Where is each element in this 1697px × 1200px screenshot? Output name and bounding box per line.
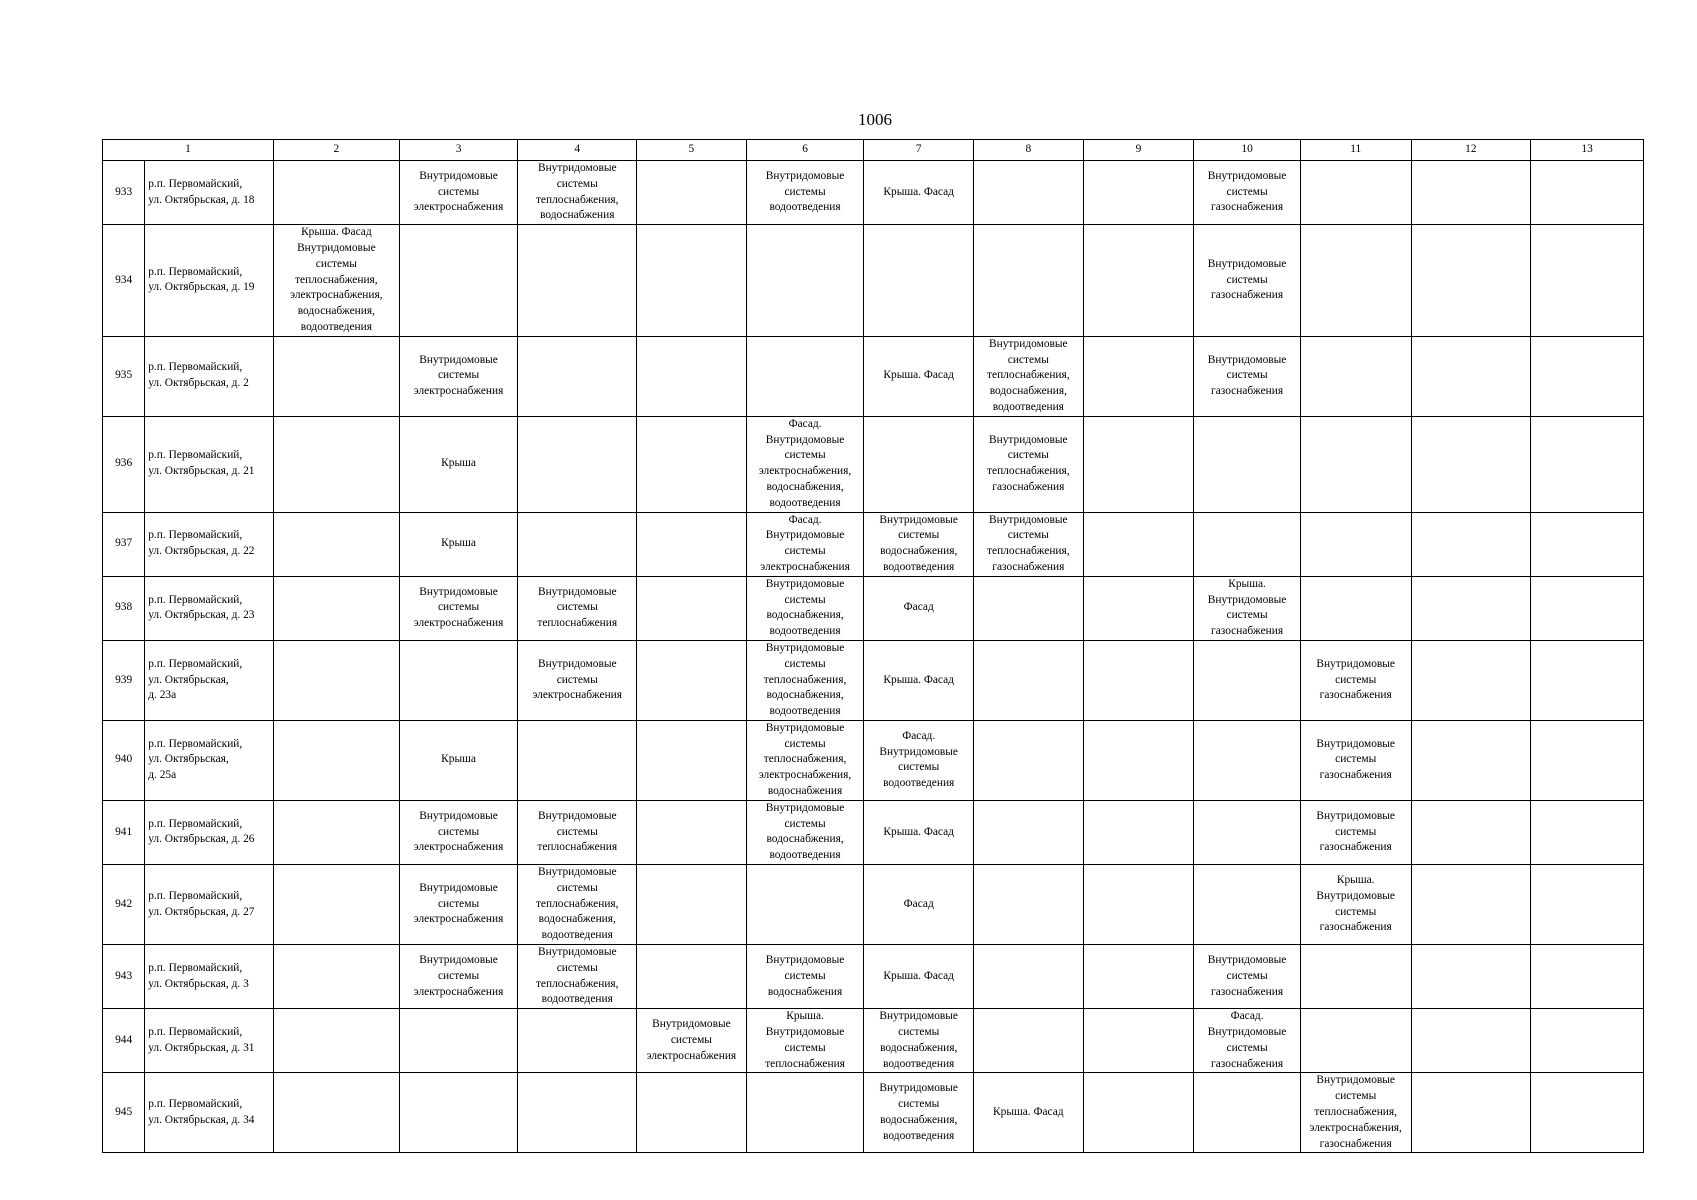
work-cell-col-9 — [1083, 1009, 1194, 1073]
work-cell-col-10 — [1194, 512, 1301, 576]
work-cell-col-7: Внутридомовые системы водоснабжения, водоотведения — [864, 1073, 974, 1153]
work-cell-col-9 — [1083, 1073, 1194, 1153]
work-cell-col-7 — [864, 416, 974, 512]
work-cell-col-3: Крыша — [399, 512, 518, 576]
work-cell-col-9 — [1083, 865, 1194, 945]
work-cell-col-4 — [518, 1073, 637, 1153]
row-number: 935 — [103, 336, 145, 416]
work-cell-col-4: Внутридомовые системы теплоснабжения, водоснабжения — [518, 161, 637, 225]
work-cell-col-2 — [274, 512, 400, 576]
work-cell-col-10 — [1194, 720, 1301, 800]
work-cell-col-5 — [637, 800, 747, 864]
work-cell-col-4: Внутридомовые системы электроснабжения — [518, 640, 637, 720]
address-cell: р.п. Первомайский, ул. Октябрьская, д. 19 — [145, 225, 274, 337]
work-cell-col-11: Внутридомовые системы газоснабжения — [1300, 720, 1411, 800]
work-cell-col-10 — [1194, 1073, 1301, 1153]
work-cell-col-2 — [274, 800, 400, 864]
row-number: 933 — [103, 161, 145, 225]
work-cell-col-5 — [637, 865, 747, 945]
work-cell-col-5 — [637, 720, 747, 800]
work-cell-col-5 — [637, 416, 747, 512]
work-cell-col-13 — [1531, 336, 1644, 416]
header-cell-2: 2 — [274, 140, 400, 161]
work-cell-col-6 — [746, 225, 864, 337]
work-cell-col-8 — [974, 945, 1084, 1009]
row-number: 944 — [103, 1009, 145, 1073]
work-cell-col-11 — [1300, 225, 1411, 337]
work-cell-col-3: Внутридомовые системы электроснабжения — [399, 336, 518, 416]
work-cell-col-12 — [1411, 1009, 1531, 1073]
address-cell: р.п. Первомайский, ул. Октябрьская, д. 2 — [145, 336, 274, 416]
work-cell-col-5: Внутридомовые системы электроснабжения — [637, 1009, 747, 1073]
work-cell-col-12 — [1411, 800, 1531, 864]
table-body — [103, 161, 1644, 1153]
work-cell-col-5 — [637, 161, 747, 225]
row-number: 943 — [103, 945, 145, 1009]
work-cell-col-2 — [274, 161, 400, 225]
work-cell-col-3: Крыша — [399, 720, 518, 800]
table-row — [103, 800, 1644, 864]
header-row — [103, 140, 1644, 161]
work-cell-col-12 — [1411, 161, 1531, 225]
header-cell-3: 3 — [399, 140, 518, 161]
table-row — [103, 576, 1644, 640]
header-cell-13: 13 — [1531, 140, 1644, 161]
address-cell: р.п. Первомайский, ул. Октябрьская, д. 3 — [145, 945, 274, 1009]
work-cell-col-7: Внутридомовые системы водоснабжения, водоотведения — [864, 1009, 974, 1073]
work-cell-col-3: Внутридомовые системы электроснабжения — [399, 945, 518, 1009]
address-cell: р.п. Первомайский, ул. Октябрьская, д. 31 — [145, 1009, 274, 1073]
work-cell-col-12 — [1411, 865, 1531, 945]
work-cell-col-4 — [518, 512, 637, 576]
work-cell-col-9 — [1083, 512, 1194, 576]
work-cell-col-9 — [1083, 640, 1194, 720]
work-cell-col-7: Фасад. Внутридомовые системы водоотведения — [864, 720, 974, 800]
work-cell-col-10: Внутридомовые системы газоснабжения — [1194, 336, 1301, 416]
header-cell-9: 9 — [1083, 140, 1194, 161]
work-cell-col-6: Внутридомовые системы теплоснабжения, электроснабжения, водоснабжения — [746, 720, 864, 800]
row-number: 936 — [103, 416, 145, 512]
work-cell-col-2 — [274, 336, 400, 416]
work-cell-col-9 — [1083, 336, 1194, 416]
work-cell-col-11: Внутридомовые системы газоснабжения — [1300, 800, 1411, 864]
work-cell-col-9 — [1083, 800, 1194, 864]
schedule-table — [102, 139, 1644, 1153]
work-cell-col-11: Внутридомовые системы теплоснабжения, электроснабжения, газоснабжения — [1300, 1073, 1411, 1153]
work-cell-col-3: Внутридомовые системы электроснабжения — [399, 161, 518, 225]
work-cell-col-4 — [518, 720, 637, 800]
work-cell-col-10: Внутридомовые системы газоснабжения — [1194, 945, 1301, 1009]
work-cell-col-8 — [974, 161, 1084, 225]
work-cell-col-4 — [518, 336, 637, 416]
work-cell-col-3 — [399, 225, 518, 337]
work-cell-col-2 — [274, 416, 400, 512]
work-cell-col-4: Внутридомовые системы теплоснабжения — [518, 576, 637, 640]
work-cell-col-6 — [746, 1073, 864, 1153]
table-row — [103, 1073, 1644, 1153]
header-cell-7: 7 — [864, 140, 974, 161]
work-cell-col-7 — [864, 225, 974, 337]
work-cell-col-5 — [637, 512, 747, 576]
table-row — [103, 945, 1644, 1009]
work-cell-col-12 — [1411, 225, 1531, 337]
work-cell-col-8: Внутридомовые системы теплоснабжения, водоснабжения, водоотведения — [974, 336, 1084, 416]
row-number: 945 — [103, 1073, 145, 1153]
work-cell-col-2: Крыша. Фасад Внутридомовые системы теплоснабжения, электроснабжения, водоснабжения, водоотведения — [274, 225, 400, 337]
address-cell: р.п. Первомайский, ул. Октябрьская, д. 23а — [145, 640, 274, 720]
work-cell-col-11 — [1300, 1009, 1411, 1073]
table-row — [103, 225, 1644, 337]
work-cell-col-3 — [399, 640, 518, 720]
work-cell-col-13 — [1531, 416, 1644, 512]
work-cell-col-12 — [1411, 640, 1531, 720]
row-number: 941 — [103, 800, 145, 864]
work-cell-col-10: Внутридомовые системы газоснабжения — [1194, 225, 1301, 337]
table-row — [103, 720, 1644, 800]
work-cell-col-3 — [399, 1009, 518, 1073]
work-cell-col-7: Внутридомовые системы водоснабжения, водоотведения — [864, 512, 974, 576]
work-cell-col-9 — [1083, 945, 1194, 1009]
work-cell-col-12 — [1411, 576, 1531, 640]
work-cell-col-6: Внутридомовые системы водоотведения — [746, 161, 864, 225]
work-cell-col-11 — [1300, 945, 1411, 1009]
work-cell-col-6: Внутридомовые системы водоснабжения — [746, 945, 864, 1009]
work-cell-col-8 — [974, 800, 1084, 864]
work-cell-col-13 — [1531, 640, 1644, 720]
row-number: 937 — [103, 512, 145, 576]
work-cell-col-13 — [1531, 512, 1644, 576]
address-cell: р.п. Первомайский, ул. Октябрьская, д. 27 — [145, 865, 274, 945]
header-cell-11: 11 — [1300, 140, 1411, 161]
table-row — [103, 640, 1644, 720]
work-cell-col-8: Внутридомовые системы теплоснабжения, газоснабжения — [974, 416, 1084, 512]
work-cell-col-5 — [637, 1073, 747, 1153]
work-cell-col-7: Фасад — [864, 576, 974, 640]
work-cell-col-5 — [637, 336, 747, 416]
work-cell-col-8 — [974, 576, 1084, 640]
work-cell-col-6: Внутридомовые системы водоснабжения, водоотведения — [746, 800, 864, 864]
header-cell-4: 4 — [518, 140, 637, 161]
work-cell-col-7: Крыша. Фасад — [864, 945, 974, 1009]
work-cell-col-4 — [518, 416, 637, 512]
work-cell-col-4 — [518, 1009, 637, 1073]
header-cell-6: 6 — [746, 140, 864, 161]
header-cell-10: 10 — [1194, 140, 1301, 161]
work-cell-col-12 — [1411, 416, 1531, 512]
work-cell-col-10 — [1194, 865, 1301, 945]
work-cell-col-11 — [1300, 416, 1411, 512]
work-cell-col-12 — [1411, 945, 1531, 1009]
address-cell: р.п. Первомайский, ул. Октябрьская, д. 18 — [145, 161, 274, 225]
address-cell: р.п. Первомайский, ул. Октябрьская, д. 34 — [145, 1073, 274, 1153]
table-row — [103, 336, 1644, 416]
work-cell-col-11: Внутридомовые системы газоснабжения — [1300, 640, 1411, 720]
header-cell-1: 1 — [103, 140, 274, 161]
row-number: 938 — [103, 576, 145, 640]
header-cell-5: 5 — [637, 140, 747, 161]
work-cell-col-7: Крыша. Фасад — [864, 336, 974, 416]
header-cell-12: 12 — [1411, 140, 1531, 161]
work-cell-col-11: Крыша. Внутридомовые системы газоснабжения — [1300, 865, 1411, 945]
work-cell-col-5 — [637, 945, 747, 1009]
work-cell-col-12 — [1411, 512, 1531, 576]
address-cell: р.п. Первомайский, ул. Октябрьская, д. 21 — [145, 416, 274, 512]
address-cell: р.п. Первомайский, ул. Октябрьская, д. 26 — [145, 800, 274, 864]
work-cell-col-5 — [637, 225, 747, 337]
table-row — [103, 1009, 1644, 1073]
work-cell-col-12 — [1411, 336, 1531, 416]
work-cell-col-13 — [1531, 161, 1644, 225]
work-cell-col-13 — [1531, 865, 1644, 945]
work-cell-col-11 — [1300, 576, 1411, 640]
work-cell-col-2 — [274, 945, 400, 1009]
work-cell-col-10: Внутридомовые системы газоснабжения — [1194, 161, 1301, 225]
work-cell-col-3 — [399, 1073, 518, 1153]
work-cell-col-13 — [1531, 1009, 1644, 1073]
work-cell-col-7: Фасад — [864, 865, 974, 945]
work-cell-col-13 — [1531, 1073, 1644, 1153]
work-cell-col-11 — [1300, 161, 1411, 225]
table-row — [103, 512, 1644, 576]
table-header — [103, 140, 1644, 161]
work-cell-col-2 — [274, 720, 400, 800]
work-cell-col-13 — [1531, 945, 1644, 1009]
work-cell-col-10 — [1194, 416, 1301, 512]
work-cell-col-6: Внутридомовые системы теплоснабжения, водоснабжения, водоотведения — [746, 640, 864, 720]
work-cell-col-9 — [1083, 720, 1194, 800]
work-cell-col-3: Крыша — [399, 416, 518, 512]
work-cell-col-8 — [974, 640, 1084, 720]
work-cell-col-11 — [1300, 512, 1411, 576]
work-cell-col-2 — [274, 1009, 400, 1073]
work-cell-col-9 — [1083, 161, 1194, 225]
work-cell-col-7: Крыша. Фасад — [864, 640, 974, 720]
work-cell-col-3: Внутридомовые системы электроснабжения — [399, 576, 518, 640]
work-cell-col-11 — [1300, 336, 1411, 416]
row-number: 934 — [103, 225, 145, 337]
work-cell-col-7: Крыша. Фасад — [864, 800, 974, 864]
work-cell-col-6: Фасад. Внутридомовые системы электроснабжения, водоснабжения, водоотведения — [746, 416, 864, 512]
row-number: 940 — [103, 720, 145, 800]
work-cell-col-8: Внутридомовые системы теплоснабжения, газоснабжения — [974, 512, 1084, 576]
work-cell-col-5 — [637, 640, 747, 720]
work-cell-col-6: Внутридомовые системы водоснабжения, водоотведения — [746, 576, 864, 640]
work-cell-col-13 — [1531, 720, 1644, 800]
work-cell-col-12 — [1411, 720, 1531, 800]
work-cell-col-2 — [274, 1073, 400, 1153]
work-cell-col-8 — [974, 1009, 1084, 1073]
work-cell-col-10 — [1194, 800, 1301, 864]
work-cell-col-4: Внутридомовые системы теплоснабжения, водоотведения — [518, 945, 637, 1009]
work-cell-col-13 — [1531, 800, 1644, 864]
work-cell-col-4 — [518, 225, 637, 337]
work-cell-col-6: Крыша. Внутридомовые системы теплоснабжения — [746, 1009, 864, 1073]
table-row — [103, 865, 1644, 945]
work-cell-col-8 — [974, 865, 1084, 945]
work-cell-col-3: Внутридомовые системы электроснабжения — [399, 865, 518, 945]
work-cell-col-2 — [274, 865, 400, 945]
work-cell-col-9 — [1083, 225, 1194, 337]
work-cell-col-2 — [274, 640, 400, 720]
work-cell-col-10: Фасад. Внутридомовые системы газоснабжения — [1194, 1009, 1301, 1073]
address-cell: р.п. Первомайский, ул. Октябрьская, д. 23 — [145, 576, 274, 640]
work-cell-col-7: Крыша. Фасад — [864, 161, 974, 225]
work-cell-col-6 — [746, 336, 864, 416]
page-number: 1006 — [858, 110, 892, 129]
work-cell-col-2 — [274, 576, 400, 640]
work-cell-col-9 — [1083, 416, 1194, 512]
table-row — [103, 416, 1644, 512]
work-cell-col-9 — [1083, 576, 1194, 640]
table-row — [103, 161, 1644, 225]
work-cell-col-4: Внутридомовые системы теплоснабжения, водоснабжения, водоотведения — [518, 865, 637, 945]
work-cell-col-4: Внутридомовые системы теплоснабжения — [518, 800, 637, 864]
work-cell-col-8 — [974, 720, 1084, 800]
work-cell-col-12 — [1411, 1073, 1531, 1153]
work-cell-col-8: Крыша. Фасад — [974, 1073, 1084, 1153]
work-cell-col-5 — [637, 576, 747, 640]
header-cell-8: 8 — [974, 140, 1084, 161]
work-cell-col-6: Фасад. Внутридомовые системы электроснабжения — [746, 512, 864, 576]
work-cell-col-10: Крыша. Внутридомовые системы газоснабжения — [1194, 576, 1301, 640]
row-number: 942 — [103, 865, 145, 945]
address-cell: р.п. Первомайский, ул. Октябрьская, д. 25а — [145, 720, 274, 800]
work-cell-col-13 — [1531, 576, 1644, 640]
address-cell: р.п. Первомайский, ул. Октябрьская, д. 22 — [145, 512, 274, 576]
work-cell-col-10 — [1194, 640, 1301, 720]
work-cell-col-13 — [1531, 225, 1644, 337]
work-cell-col-8 — [974, 225, 1084, 337]
work-cell-col-6 — [746, 865, 864, 945]
row-number: 939 — [103, 640, 145, 720]
work-cell-col-3: Внутридомовые системы электроснабжения — [399, 800, 518, 864]
